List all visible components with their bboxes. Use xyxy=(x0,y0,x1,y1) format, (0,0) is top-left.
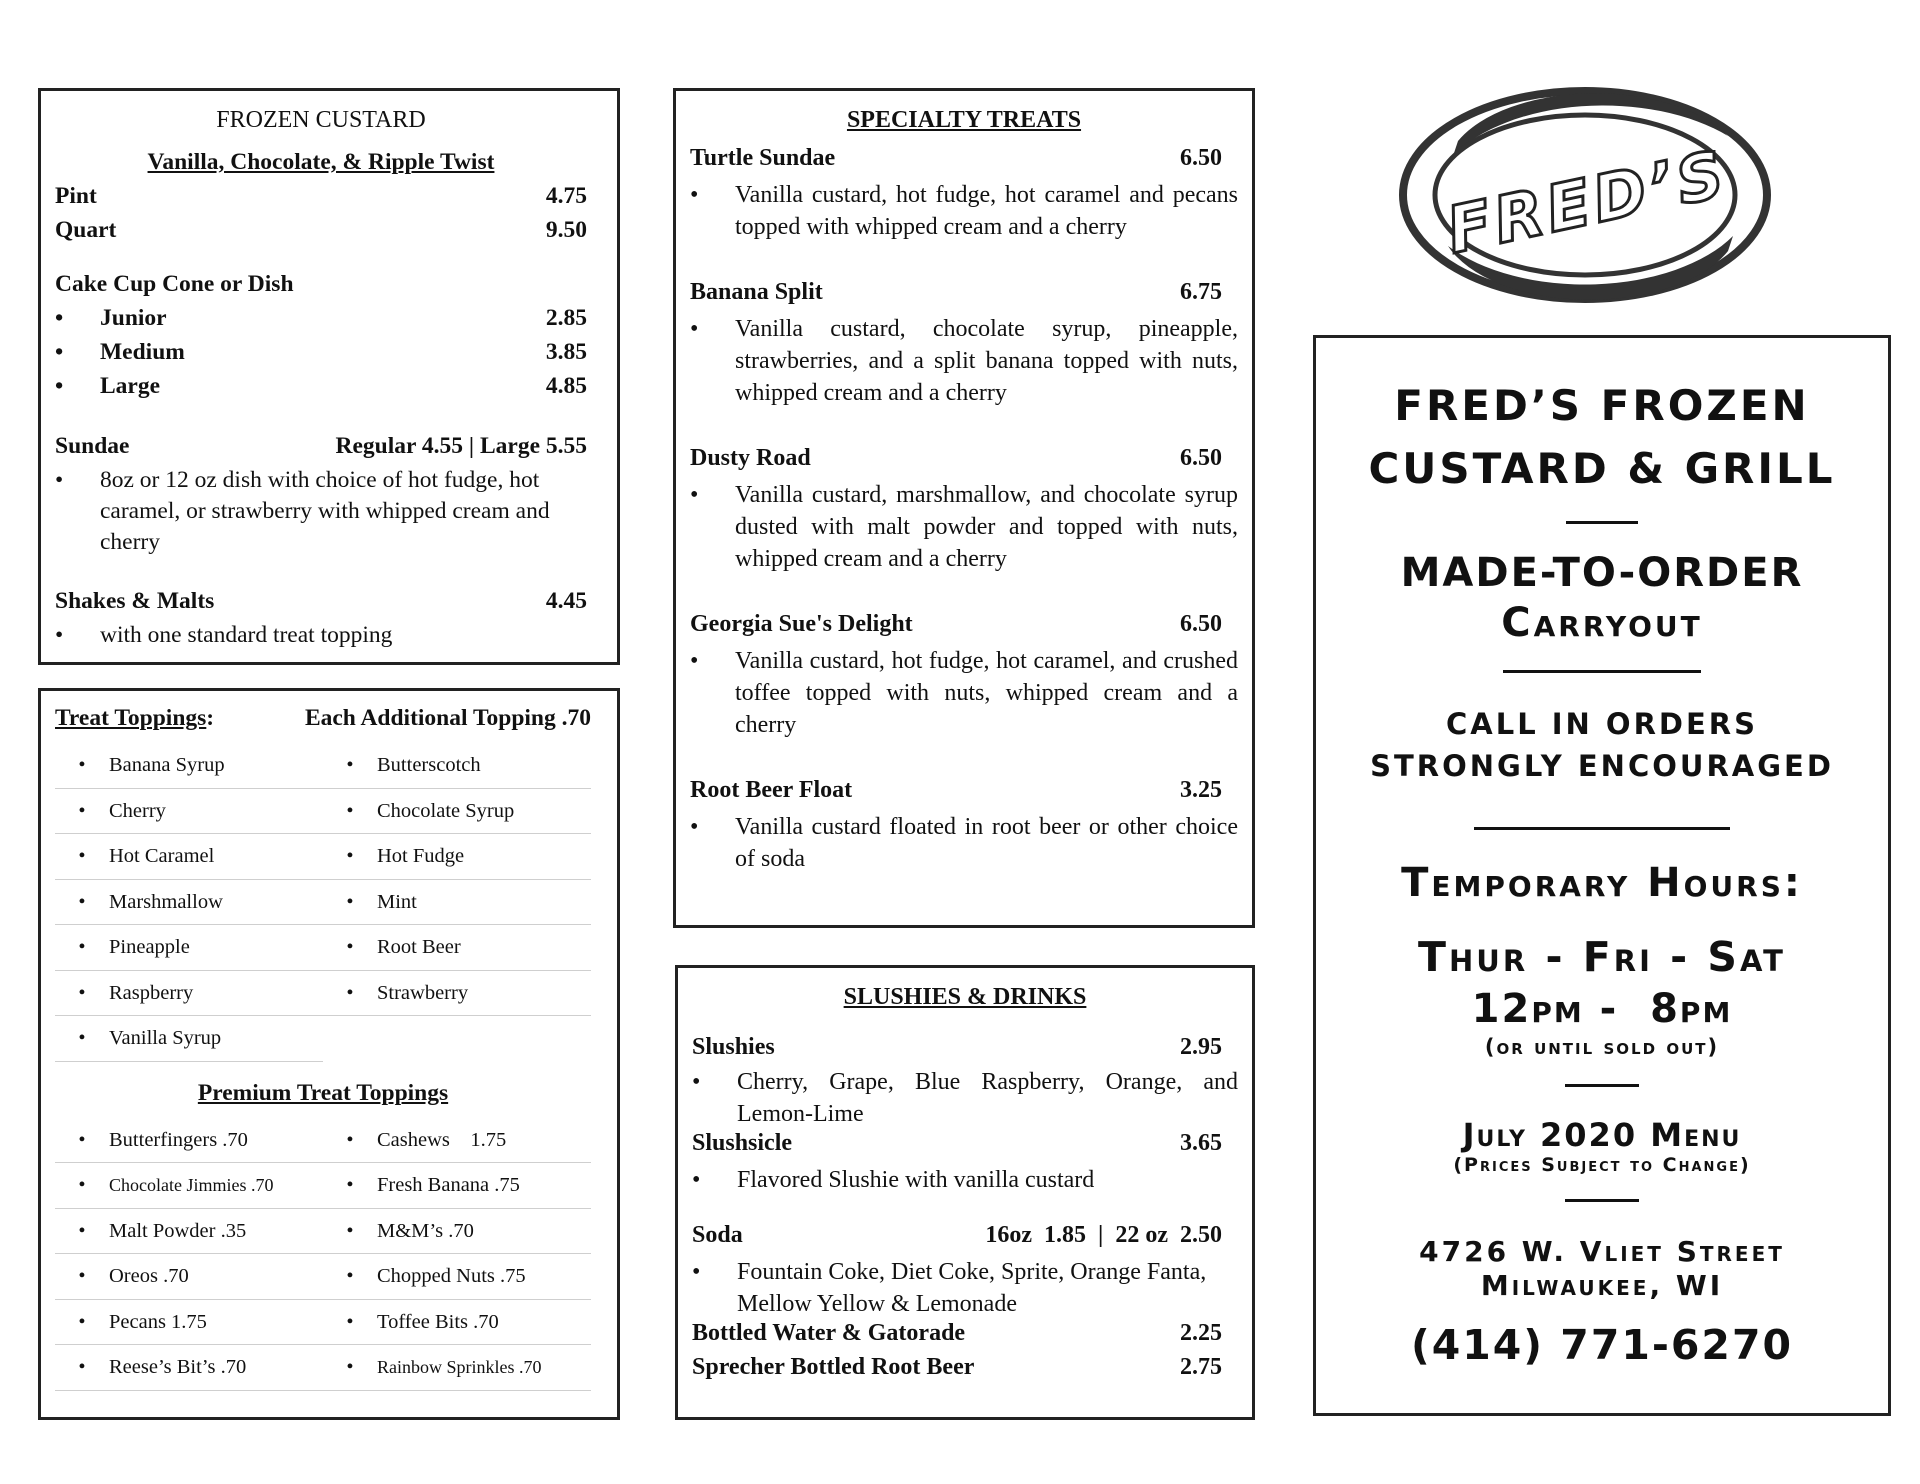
bullet: • xyxy=(346,1128,354,1151)
custard-flavors: Vanilla, Chocolate, & Ripple Twist xyxy=(147,149,495,175)
menu-item-large: • Large 4.85 xyxy=(55,373,587,399)
hours-title: Temporary Hours: xyxy=(1401,860,1803,906)
specialty-treats-section xyxy=(673,88,1255,928)
item-price: 6.75 xyxy=(1180,279,1222,305)
bullet: • xyxy=(78,799,86,822)
menu-item-sprecher-root-beer: Sprecher Bottled Root Beer 2.75 xyxy=(692,1354,1222,1380)
bullet: • xyxy=(78,754,86,776)
topping-label: Pecans 1.75 xyxy=(109,1310,207,1333)
item-description: • Vanilla custard floated in root beer or other choice of soda xyxy=(690,814,1238,872)
bullet: • xyxy=(346,799,354,822)
divider xyxy=(1565,1199,1639,1202)
toppings-header: Treat Toppings: Each Additional Topping .70 xyxy=(55,705,591,731)
slushies-drinks-section xyxy=(675,965,1255,1420)
topping-label: M&M’s .70 xyxy=(377,1219,474,1242)
call-in-line1: CALL IN ORDERS xyxy=(1445,707,1759,741)
premium-topping-item xyxy=(55,1163,323,1209)
topping-label: Hot Caramel xyxy=(109,845,215,867)
bullet: • xyxy=(78,845,86,867)
bullet: • xyxy=(78,981,86,1004)
bullet: • xyxy=(78,1174,86,1196)
topping-label: Fresh Banana .75 xyxy=(377,1174,520,1196)
logo-text: FRED’S xyxy=(1440,137,1735,269)
premium-topping-item xyxy=(323,1300,591,1346)
topping-item xyxy=(55,971,323,1017)
bullet: • xyxy=(346,1310,354,1333)
hours-days: Thur - Fri - Sat xyxy=(1418,933,1786,981)
drinks-title: SLUSHIES & DRINKS xyxy=(843,984,1087,1010)
topping-item xyxy=(323,834,591,880)
premium-toppings-list xyxy=(55,1118,591,1391)
frozen-custard-title: FROZEN CUSTARD xyxy=(216,107,426,133)
bullet: • xyxy=(78,936,86,958)
premium-toppings-title: Premium Treat Toppings xyxy=(197,1079,449,1106)
menu-item-shakes: Shakes & Malts 4.45 xyxy=(55,588,587,614)
bullet: • xyxy=(78,1265,86,1287)
bullet: • xyxy=(78,890,86,913)
premium-topping-item xyxy=(323,1209,591,1255)
cone-heading: Cake Cup Cone or Dish xyxy=(55,271,294,297)
slushsicle-description: • Flavored Slushie with vanilla custard xyxy=(692,1167,1095,1193)
topping-item xyxy=(323,880,591,926)
bullet: • xyxy=(78,1128,86,1151)
menu-item-pint: Pint 4.75 xyxy=(55,183,587,209)
item-price: 3.25 xyxy=(1180,777,1222,803)
specialty-title: SPECIALTY TREATS xyxy=(846,107,1082,133)
item-description: • Vanilla custard, hot fudge, hot caramel, and crushed toffee topped with nuts, whipped cream and a cherry xyxy=(690,648,1238,738)
topping-label: Butterfingers .70 xyxy=(109,1128,248,1151)
slushies-description: • Cherry, Grape, Blue Raspberry, Orange, and Lemon-Lime xyxy=(692,1069,1238,1127)
frozen-custard-section xyxy=(38,88,620,665)
item-price: 6.50 xyxy=(1180,445,1222,471)
restaurant-name-line2: CUSTARD & GRILL xyxy=(1368,444,1836,493)
topping-item xyxy=(55,1016,323,1062)
divider xyxy=(1474,827,1730,830)
topping-label: Oreos .70 xyxy=(109,1265,189,1287)
topping-item xyxy=(55,789,323,835)
premium-topping-item xyxy=(323,1254,591,1300)
topping-label: Malt Powder .35 xyxy=(109,1219,247,1242)
hours-times: 12pm - 8pm xyxy=(1471,986,1733,1032)
topping-item xyxy=(323,925,591,971)
bullet: • xyxy=(346,1265,354,1287)
bullet: • xyxy=(346,936,354,958)
shakes-description: • with one standard treat topping xyxy=(55,622,393,648)
bullet: • xyxy=(346,1219,354,1242)
toppings-section xyxy=(38,688,620,1420)
premium-topping-item xyxy=(323,1163,591,1209)
specialty-item xyxy=(690,445,1238,575)
carryout: Carryout xyxy=(1501,600,1703,646)
topping-item xyxy=(55,880,323,926)
freds-logo xyxy=(1398,86,1772,304)
bullet: • xyxy=(78,1356,86,1378)
premium-topping-item xyxy=(55,1118,323,1164)
topping-label: Chocolate Syrup xyxy=(377,799,515,822)
topping-item xyxy=(323,789,591,835)
sundae-description: • 8oz or 12 oz dish with choice of hot fudge, hot caramel, or strawberry with whipped cream and cherry xyxy=(55,467,550,555)
menu-item-slushsicle: Slushsicle 3.65 xyxy=(692,1130,1222,1156)
address-line1: 4726 W. Vliet Street xyxy=(1419,1235,1785,1268)
each-additional-price: Each Additional Topping .70 xyxy=(304,705,591,731)
topping-label: Marshmallow xyxy=(109,890,223,913)
phone-number[interactable]: (414) 771-6270 xyxy=(1410,1321,1794,1369)
menu-item-medium: • Medium 3.85 xyxy=(55,339,587,365)
item-name: Root Beer Float xyxy=(690,777,853,803)
item-description: • Vanilla custard, hot fudge, hot caramel and pecans topped with whipped cream and a cherry xyxy=(690,182,1238,240)
toppings-list xyxy=(55,743,591,1062)
specialty-item xyxy=(690,611,1238,741)
specialty-item xyxy=(690,777,1238,875)
toppings-title: Treat Toppings xyxy=(55,705,207,731)
restaurant-name-line1: FRED’S FROZEN xyxy=(1394,381,1810,430)
bullet: • xyxy=(346,754,354,776)
topping-label: Banana Syrup xyxy=(109,754,225,776)
bullet: • xyxy=(78,1027,86,1049)
topping-label: Cashews 1.75 xyxy=(377,1128,507,1151)
topping-label: Chocolate Jimmies .70 xyxy=(109,1175,274,1195)
prices-note: (Prices Subject to Change) xyxy=(1453,1154,1751,1176)
premium-topping-item xyxy=(323,1345,591,1391)
topping-item xyxy=(55,925,323,971)
menu-item-quart: Quart 9.50 xyxy=(55,217,587,243)
item-description: • Vanilla custard, marshmallow, and chocolate syrup dusted with malt powder and topped with nuts, whipped cream and a cherry xyxy=(690,482,1238,572)
item-price: 6.50 xyxy=(1180,145,1222,171)
menu-item-junior: • Junior 2.85 xyxy=(55,305,587,331)
address-line2: Milwaukee, WI xyxy=(1480,1269,1724,1302)
divider xyxy=(1503,670,1701,673)
call-in-line2: STRONGLY ENCOURAGED xyxy=(1370,749,1834,783)
topping-label: Strawberry xyxy=(377,981,469,1004)
bullet: • xyxy=(346,1356,354,1378)
premium-topping-item xyxy=(323,1118,591,1164)
menu-title: July 2020 Menu xyxy=(1462,1116,1742,1154)
premium-topping-item xyxy=(55,1300,323,1346)
topping-label: Chopped Nuts .75 xyxy=(377,1265,526,1287)
bullet: • xyxy=(346,981,354,1004)
topping-label: Mint xyxy=(377,890,417,913)
item-description: • Vanilla custard, chocolate syrup, pineapple, strawberries, and a split banana topped with nuts, whipped cream and a cherry xyxy=(690,316,1238,406)
topping-item xyxy=(55,743,323,789)
topping-item xyxy=(323,743,591,789)
bullet: • xyxy=(78,1310,86,1333)
item-name: Banana Split xyxy=(690,279,823,305)
premium-topping-item xyxy=(55,1209,323,1255)
made-to-order: MADE-TO-ORDER xyxy=(1400,550,1804,596)
sold-out-note: (or until sold out) xyxy=(1484,1035,1720,1059)
specialty-item xyxy=(690,145,1238,243)
bullet: • xyxy=(78,1219,86,1242)
menu-item-sundae: Sundae Regular 4.55 | Large 5.55 xyxy=(55,433,587,459)
menu-item-slushies: Slushies 2.95 xyxy=(692,1034,1222,1060)
divider xyxy=(1566,521,1638,524)
premium-topping-item xyxy=(55,1345,323,1391)
premium-topping-item xyxy=(55,1254,323,1300)
item-name: Dusty Road xyxy=(690,445,811,471)
freds-info-panel xyxy=(1313,335,1891,1416)
specialty-item xyxy=(690,279,1238,409)
topping-label: Raspberry xyxy=(109,981,194,1004)
bullet: • xyxy=(346,890,354,913)
divider xyxy=(1565,1084,1639,1087)
menu-item-bottled-water: Bottled Water & Gatorade 2.25 xyxy=(692,1320,1222,1346)
item-price: 6.50 xyxy=(1180,611,1222,637)
item-name: Georgia Sue's Delight xyxy=(690,611,913,637)
topping-item xyxy=(323,971,591,1017)
topping-label: Vanilla Syrup xyxy=(109,1027,222,1049)
topping-label: Root Beer xyxy=(377,936,461,958)
topping-item xyxy=(55,834,323,880)
topping-label: Toffee Bits .70 xyxy=(377,1310,499,1333)
item-name: Turtle Sundae xyxy=(690,145,836,171)
topping-label: Butterscotch xyxy=(377,754,481,776)
topping-label: Rainbow Sprinkles .70 xyxy=(377,1357,542,1377)
topping-label: Reese’s Bit’s .70 xyxy=(109,1356,247,1378)
bullet: • xyxy=(346,845,354,867)
menu-item-soda: Soda 16oz 1.85 | 22 oz 2.50 xyxy=(692,1222,1222,1248)
bullet: • xyxy=(346,1174,354,1196)
soda-description: • Fountain Coke, Diet Coke, Sprite, Orange Fanta, Mellow Yellow & Lemonade xyxy=(692,1259,1207,1317)
topping-label: Hot Fudge xyxy=(377,845,465,867)
topping-label: Cherry xyxy=(109,799,166,822)
topping-label: Pineapple xyxy=(109,936,190,958)
